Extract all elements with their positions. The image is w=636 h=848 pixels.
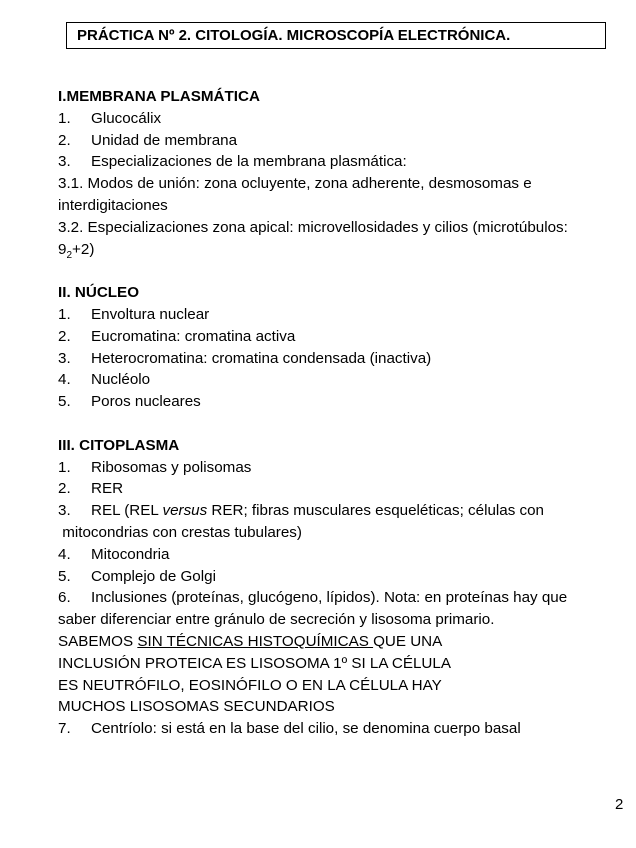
- formula-subscript: 2: [66, 249, 73, 261]
- item-number: 3.: [58, 502, 71, 520]
- rel-text-b: RER; fibras musculares esqueléticas; células con: [207, 502, 545, 520]
- note-caps-line1: [58, 631, 624, 653]
- list-item: [58, 369, 624, 391]
- item-number: 5.: [58, 393, 71, 411]
- subitem-3-1-line1: 3.1. Modos de unión: zona ocluyente, zona adherente, desmosomas e: [58, 175, 532, 193]
- list-item-rel: [58, 500, 624, 522]
- formula-end: +2): [72, 240, 95, 258]
- note-caps-line4: MUCHOS LISOSOMAS SECUNDARIOS: [58, 698, 335, 716]
- item-text: Eucromatina: cromatina activa: [91, 327, 296, 345]
- subitem-3-2-line1: 3.2. Especializaciones zona apical: microvellosidades y cilios (microtúbulos:: [58, 218, 568, 236]
- item-number: 4.: [58, 371, 71, 389]
- page-number: 2: [615, 796, 624, 813]
- item-number: 2.: [58, 480, 71, 498]
- caps-text-a: SABEMOS: [58, 632, 138, 650]
- item-text: Especializaciones de la membrana plasmática:: [91, 153, 407, 171]
- inclusiones-line2: saber diferenciar entre gránulo de secreción y lisosoma primario.: [58, 611, 495, 629]
- item-number: 3.: [58, 349, 71, 367]
- item-number: 2.: [58, 131, 71, 149]
- item-text: Nucléolo: [91, 371, 151, 389]
- section-heading-citoplasma: III. CITOPLASMA: [58, 436, 180, 454]
- document-body: [58, 86, 624, 740]
- caps-text-b: QUE UNA: [373, 632, 443, 650]
- item-text: Mitocondria: [91, 545, 170, 563]
- section-heading-nucleo: II. NÚCLEO: [58, 284, 140, 302]
- item-number: 1.: [58, 305, 71, 323]
- note-caps-line3: ES NEUTRÓFILO, EOSINÓFILO O EN LA CÉLULA HAY: [58, 676, 442, 694]
- list-item: [58, 151, 624, 173]
- item-text: Glucocálix: [91, 109, 162, 127]
- item-number: 6.: [58, 589, 71, 607]
- rel-line2: mitocondrias con crestas tubulares): [58, 523, 302, 541]
- item-text: Ribosomas y polisomas: [91, 458, 252, 476]
- item-text: Envoltura nuclear: [91, 305, 210, 323]
- list-item: [58, 478, 624, 500]
- page-title: PRÁCTICA Nº 2. CITOLOGÍA. MICROSCOPÍA ELECTRÓNICA.: [66, 22, 606, 49]
- rel-text-a: REL (REL: [91, 502, 163, 520]
- list-item: [58, 544, 624, 566]
- item-number: 4.: [58, 545, 71, 563]
- section-heading-membrana: I.MEMBRANA PLASMÁTICA: [58, 88, 260, 105]
- item-text: Inclusiones (proteínas, glucógeno, lípidos). Nota: en proteínas hay que: [91, 589, 568, 607]
- list-item: [58, 326, 624, 348]
- list-item-inclusiones: [58, 587, 624, 609]
- list-item: [58, 304, 624, 326]
- list-item: [58, 130, 624, 152]
- item-text: Poros nucleares: [91, 393, 201, 411]
- list-item: [58, 108, 624, 130]
- note-caps-line2: INCLUSIÓN PROTEICA ES LISOSOMA 1º SI LA CÉLULA: [58, 654, 451, 672]
- item-text: Complejo de Golgi: [91, 567, 216, 585]
- item-number: 7.: [58, 720, 71, 738]
- item-number: 1.: [58, 109, 71, 127]
- item-text: Centríolo: si está en la base del cilio, se denomina cuerpo basal: [91, 720, 521, 738]
- list-item: [58, 457, 624, 479]
- list-item: [58, 718, 624, 740]
- rel-italic: versus: [162, 502, 208, 520]
- formula-base: 9: [58, 240, 67, 258]
- item-number: 3.: [58, 153, 71, 171]
- item-text: RER: [91, 480, 124, 498]
- item-text: Heterocromatina: cromatina condensada (inactiva): [91, 349, 432, 367]
- item-number: 2.: [58, 327, 71, 345]
- list-item: [58, 348, 624, 370]
- subitem-3-2-line2: [58, 239, 624, 261]
- item-text: Unidad de membrana: [91, 131, 238, 149]
- caps-underlined: SIN TÉCNICAS HISTOQUÍMICAS: [137, 632, 374, 650]
- list-item: [58, 391, 624, 413]
- subitem-3-1-line2: interdigitaciones: [58, 196, 168, 214]
- item-number: 1.: [58, 458, 71, 476]
- item-number: 5.: [58, 567, 71, 585]
- list-item: [58, 566, 624, 588]
